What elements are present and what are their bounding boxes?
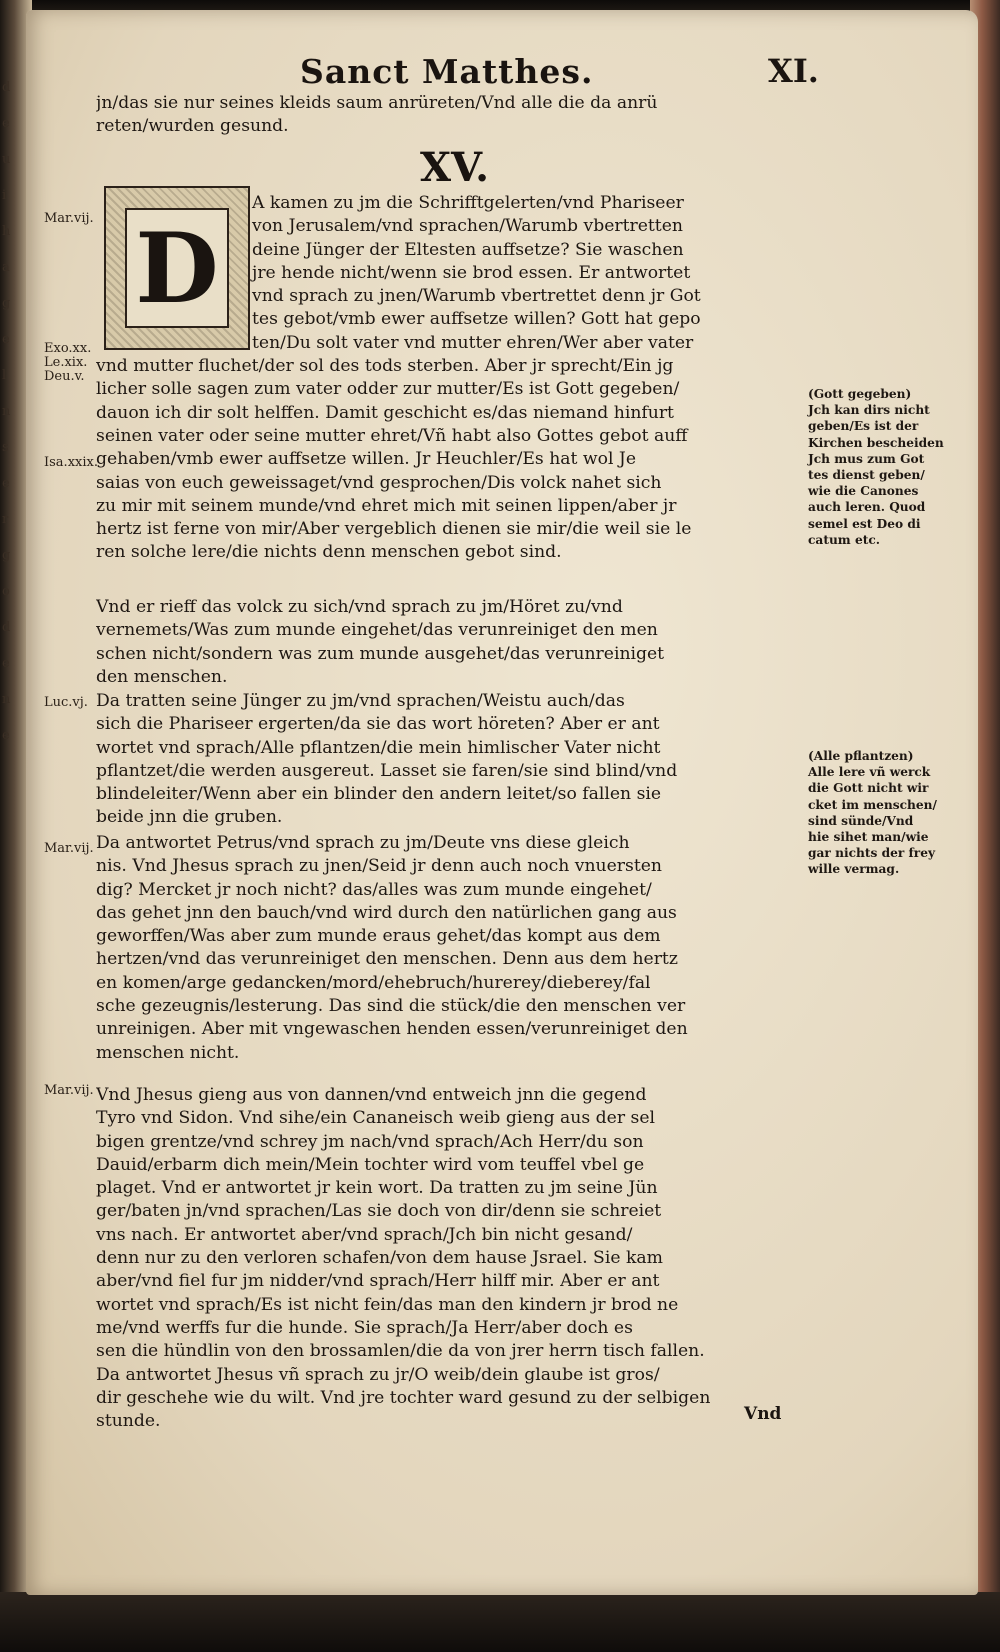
side-ref-5: Mar.vij. [44,841,94,856]
gloss-line: cket im menschen/ [808,797,937,812]
gloss-line: sind sünde/Vnd [808,813,914,828]
paragraph3-line: wortet vnd sprach/Alle pflantzen/die mein himlischer Vater nicht [96,737,661,758]
side-ref-1: Mar.vij. [44,211,94,226]
paragraph5-line: ger/baten jn/vnd sprachen/Las sie doch von dir/denn sie schreiet [96,1201,662,1222]
facing-page-letter: e [2,332,10,347]
side-ref-6: Mar.vij. [44,1083,94,1098]
gloss-line: die Gott nicht wir [808,781,929,796]
paragraph1-line: gehaben/vmb ewer auffsetze willen. Jr Heuchler/Es hat wol Je [96,449,636,470]
facing-page-fragments [2,70,30,1550]
paragraph3-line: sich die Phariseer ergerten/da sie das wort höreten? Aber er ant [96,714,660,735]
paragraph1-line: dauon ich dir solt helffen. Damit geschicht es/das niemand hinfurt [96,402,674,423]
paragraph5-line: bigen grentze/vnd schrey jm nach/vnd sprach/Ach Herr/du son [96,1131,644,1152]
paragraph5-line: Tyro vnd Sidon. Vnd sihe/ein Cananeisch weib gieng aus der sel [96,1108,655,1129]
facing-page-letter: d [2,80,11,95]
paragraph2-line: vernemets/Was zum munde eingehet/das verunreiniget den men [96,620,658,641]
gloss-line: auch leren. Quod [808,500,926,515]
gloss-line: catum etc. [808,532,880,547]
chapter-number: XV. [420,144,490,191]
paragraph4-line: Da antwortet Petrus/vnd sprach zu jm/Deute vns diese gleich [96,833,630,853]
paragraph1-line: licher solle sagen zum vater odder zur mutter/Es ist Gott gegeben/ [96,379,680,400]
gloss-line: semel est Deo di [808,516,921,531]
paragraph1-line: zu mir mit seinem munde/vnd ehret mich mit seinen lippen/aber jr [96,495,677,516]
paragraph4-line: das gehet jnn den bauch/vnd wird durch den natürlichen gang aus [96,902,677,923]
paragraph1-line: deine Jünger der Eltesten auffsetze? Sie waschen [252,239,684,260]
paragraph1-line: hertz ist ferne von mir/Aber vergeblich dienen sie mir/die weil sie le [96,519,692,540]
paragraph5-line: wortet vnd sprach/Es ist nicht fein/das man den kindern jr brod ne [96,1294,679,1315]
facing-page-letter: l [2,368,7,383]
facing-page-letter: a [2,260,10,275]
paragraph1-line: jre hende nicht/wenn sie brod essen. Er antwortet [252,262,691,283]
paragraph1-line: vnd mutter fluchet/der sol des tods sterben. Aber jr sprecht/Ein jg [96,356,674,377]
paragraph5-line: dir geschehe wie du wilt. Vnd jre tochter ward gesund zu der selbigen [96,1387,711,1408]
paragraph1-line: ren solche lere/die nichts denn menschen gebot sind. [96,542,562,563]
paragraph3-line: Da tratten seine Jünger zu jm/vnd sprachen/Weistu auch/das [96,691,625,711]
facing-page-letter: h [2,224,11,239]
paragraph4-line: dig? Mercket jr noch nicht? das/alles was zum munde eingehet/ [96,879,652,900]
running-head: Sanct Matthes. [300,52,594,91]
scan-bottom-edge [0,1592,1000,1652]
paragraph5-line: sen die hündlin von den brossamlen/die da von jrer herrn tisch fallen. [96,1341,705,1362]
paragraph1-line: saias von euch geweissaget/vnd gesprochen/Dis volck nahet sich [96,472,662,493]
gloss-line: tes dienst geben/ [808,468,925,483]
paragraph3-line: blindeleiter/Wenn aber ein blinder den andern leitet/so fallen sie [96,784,662,805]
facing-page-letter: e [2,728,10,743]
facing-page-letter: r [2,512,9,527]
gloss-line: Jch kan dirs nicht [808,403,930,418]
gloss-line: gar nichts der frey [808,846,936,861]
gloss-line: Kirchen bescheiden [808,435,944,450]
facing-page-letter: g [2,296,11,311]
paragraph1-line: seinen vater oder seine mutter ehret/Vñ habt also Gottes gebot auff [96,425,688,446]
continuation-text [96,92,806,139]
paragraph-3 [96,690,806,830]
paragraph1-line: von Jerusalem/vnd sprachen/Warumb vbertretten [252,216,683,237]
gloss-line: (Gott gegeben) [808,387,912,401]
paragraph2-line: Vnd er rieff das volck zu sich/vnd sprach zu jm/Höret zu/vnd [96,597,623,617]
facing-page-letter: u [2,152,11,167]
paragraph5-line: vns nach. Er antwortet aber/vnd sprach/Jch bin nicht gesand/ [96,1224,633,1245]
paragraph5-line: plaget. Vnd er antwortet jr kein wort. Da tratten zu jm seine Jün [96,1178,658,1199]
paragraph4-line: sche gezeugnis/lesterung. Das sind die stück/die den menschen ver [96,996,686,1017]
facing-page-letter: e [2,476,10,491]
paragraph-1 [96,192,806,565]
catchword: Vnd [744,1404,782,1424]
paragraph4-line: menschen nicht. [96,1042,240,1063]
paragraph4-line: geworffen/Was aber zum munde eraus gehet/das kompt aus dem [96,926,661,947]
paragraph-2 [96,596,806,689]
facing-page-letter: n [2,692,11,707]
paragraph-4 [96,832,806,1065]
initial-letter: D [125,208,229,328]
facing-page-letter: n [2,404,11,419]
side-ref-2: Exo.xx. Le.xix. Deu.v. [44,341,92,384]
marginal-gloss-2 [808,748,958,878]
continuation-line: jn/das sie nur seines kleids saum anrüreten/Vnd alle die da anrü [96,93,658,113]
facing-page-letter: o [2,584,10,599]
paragraph5-line: stunde. [96,1411,161,1432]
paragraph1-line: tes gebot/vmb ewer auffsetze willen? Gott hat gepo [252,309,701,330]
paragraph1-line: ten/Du solt vater vnd mutter ehren/Wer aber vater [252,332,694,353]
paragraph5-line: Vnd Jhesus gieng aus von dannen/vnd entweich jnn die gegend [96,1085,647,1105]
facing-page-letter: g [2,548,11,563]
facing-page-letter: e [2,116,10,131]
marginal-gloss-1 [808,386,958,548]
continuation-line: reten/wurden gesund. [96,116,289,137]
paragraph1-line: vnd sprach zu jnen/Warumb vbertrettet denn jr Got [252,286,701,307]
gloss-line: (Alle pflantzen) [808,749,914,763]
facing-page-letter: d [2,620,11,635]
paragraph5-line: aber/vnd fiel fur jm nidder/vnd sprach/Herr hilff mir. Aber er ant [96,1271,660,1292]
facing-page-letter: e [2,656,10,671]
paragraph5-line: Da antwortet Jhesus vñ sprach zu jr/O weib/dein glaube ist gros/ [96,1364,660,1385]
facing-page-letter: i [2,188,7,203]
paragraph1-line: A kamen zu jm die Schrifftgelerten/vnd Phariseer [252,193,684,213]
gloss-line: wille vermag. [808,862,900,877]
paragraph4-line: nis. Vnd Jhesus sprach zu jnen/Seid jr denn auch noch vnuersten [96,856,662,877]
paragraph4-line: unreinigen. Aber mit vngewaschen henden essen/verunreiniget den [96,1019,688,1040]
gloss-line: wie die Canones [808,484,919,499]
paragraph5-line: denn nur zu den verloren schafen/von dem hause Jsrael. Sie kam [96,1248,663,1269]
folio-number: XI. [768,52,819,90]
gloss-line: hie sihet man/wie [808,830,929,845]
side-ref-4: Luc.vj. [44,695,88,710]
paragraph4-line: en komen/arge gedancken/mord/ehebruch/hurerey/dieberey/fal [96,972,651,993]
paragraph3-line: pflantzet/die werden ausgereut. Lasset sie faren/sie sind blind/vnd [96,760,678,781]
gloss-line: Alle lere vñ werck [808,765,931,780]
paragraph-5 [96,1084,806,1433]
paragraph2-line: den menschen. [96,666,228,687]
paragraph3-line: beide jnn die gruben. [96,807,283,828]
facing-page-letter: s [2,440,9,455]
paragraph5-line: Dauid/erbarm dich mein/Mein tochter wird vom teuffel vbel ge [96,1154,645,1175]
side-ref-3: Isa.xxix. [44,455,98,470]
paragraph5-line: me/vnd werffs fur die hunde. Sie sprach/Ja Herr/aber doch es [96,1317,633,1338]
paragraph4-line: hertzen/vnd das verunreiniget den menschen. Denn aus dem hertz [96,949,678,970]
gloss-line: Jch mus zum Got [808,451,925,466]
paragraph2-line: schen nicht/sondern was zum munde ausgehet/das verunreiniget [96,643,665,664]
gloss-line: geben/Es ist der [808,419,919,434]
